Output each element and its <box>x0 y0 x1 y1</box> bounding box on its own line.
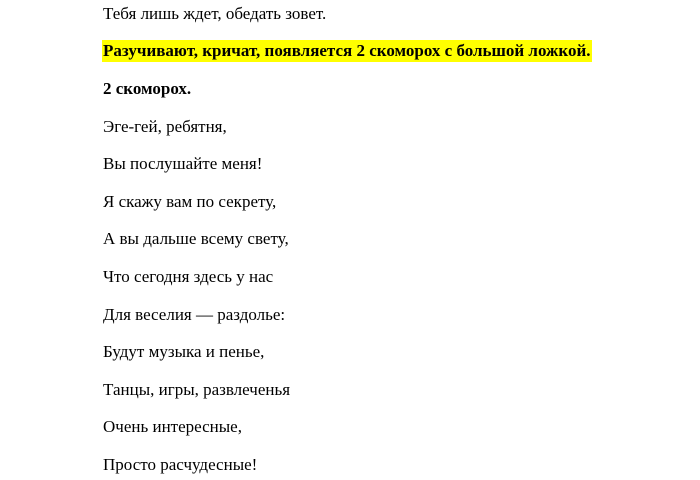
line-text: Я скажу вам по секрету, <box>103 192 277 211</box>
verse-line-5 <box>103 267 273 287</box>
verse-line-8 <box>103 380 290 400</box>
verse-line-3 <box>103 192 276 212</box>
verse-line-9 <box>103 417 242 437</box>
line-text: А вы дальше всему свету, <box>103 229 289 248</box>
line-text: Что сегодня здесь у нас <box>103 267 274 286</box>
verse-line-1 <box>103 117 227 137</box>
speaker-label <box>103 79 191 99</box>
speaker-name: 2 скоморох. <box>103 79 192 98</box>
text-line-intro <box>103 4 326 24</box>
line-text: Тебя лишь ждет, обедать зовет. <box>103 4 327 23</box>
line-text: Эге-гей, ребятня, <box>103 117 227 136</box>
verse-line-7 <box>103 342 264 362</box>
verse-line-2 <box>103 154 262 174</box>
verse-line-4 <box>103 229 289 249</box>
line-text: Будут музыка и пенье, <box>103 342 265 361</box>
line-text: Вы послушайте меня! <box>103 154 263 173</box>
line-text: Очень интересные, <box>103 417 242 436</box>
line-text: Для веселия — раздолье: <box>103 305 286 324</box>
verse-line-6 <box>103 305 285 325</box>
line-text: Просто расчудесные! <box>103 455 258 474</box>
highlighted-text: Разучивают, кричат, появляется 2 скоморох с большой ложкой. <box>103 41 591 60</box>
line-text: Танцы, игры, развлеченья <box>103 380 291 399</box>
verse-line-10 <box>103 455 257 475</box>
stage-direction <box>103 41 592 61</box>
